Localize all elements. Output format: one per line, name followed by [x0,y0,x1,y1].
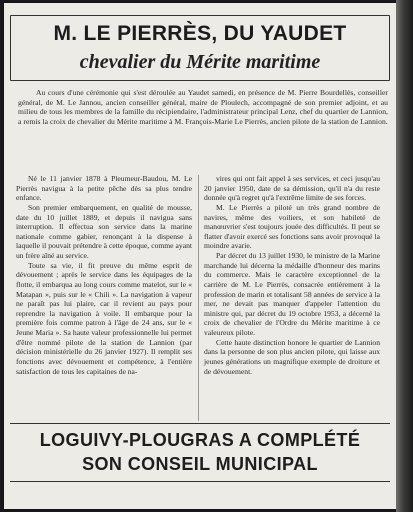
article-column-left [16,174,192,376]
paragraph: Son premier embarquement, en qualité de mousse, date du 10 juillet 1889, et depuis il navigua sans interruption. Il effectua son service dans la marine nationale comme gabier, renonçant à la dispense à laquelle il pouvait prétendre à cette époque, comme ayant un frère aîné au service. [16,202,192,260]
headline-box [10,15,390,81]
article-subtitle: chevalier du Mérite maritime [79,51,321,73]
second-headline-line2: SON CONSEIL MUNICIPAL [82,454,318,474]
paragraph: Par décret du 13 juillet 1930, le ministre de la Marine marchande lui décerna la médaille d'honneur des marins du commerce. Mais le caractère exceptionnel de la carrière de M. Le Pierrès, consacrée entièrement à la profession de marin et totalisant 58 années de service à la mer, ne devait pas manquer d'appeler l'attention du ministre qui, par décret du 19 octobre 1953, a décerné la croix de chevalier de l'Ordre du Mérite maritime à ce valeureux pilote. [204,251,380,337]
paragraph: Né le 11 janvier 1878 à Pleumeur-Baudou, M. Le Pierrès navigua à la petite pêche dès sa plus tendre enfance. [16,174,192,203]
article-column-right [204,174,380,376]
section-divider-top [10,423,390,424]
paragraph: Toute sa vie, il fit preuve du même esprit de dévouement ; après le service dans les équipages de la flotte, il embarqua au long cours comme matelot, sur le « Matapan », puis sur le « Chili ». La navigation à vapeur ne paraît pas lui plaire, car il revient au pays pour reprendre la navigation à voile. Il embarque pour la première fois comme patron à l'âge de 24 ans, sur le « Jeune Maria ». Sa haute valeur professionnelle lui permet d'être nommé pilote de la station de Lannion (par décision ministérielle du 26 janvier 1927). Il remplit ses fonctions avec dévouement et compétence, à l'entière satisfaction de tous les capitaines de na- [16,260,192,376]
paragraph: vires qui ont fait appel à ses services, et ceci jusqu'au 20 janvier 1950, date de sa démission, qu'il n'a du reste donnée qu'à regret qu'à l'extrême limite de ses forces. [204,174,380,203]
column-divider [198,175,199,421]
section-divider-bottom [10,481,390,482]
paragraph: M. Le Pierrès a piloté un très grand nombre de navires, même des voiliers, et son habileté de manœuvrier s'est toujours jouée des difficultés. Il peut se flatter d'avoir exercé ses fonctions sans avoir provoqué la moindre avarie. [204,202,380,251]
article-title: M. LE PIERRÈS, DU YAUDET [53,22,347,45]
photo-background-edge [396,0,413,512]
article-intro: Au cours d'une cérémonie qui s'est déroulée au Yaudet samedi, en présence de M. Pierre Bourdellès, conseiller général, de M. Le Jannou, ancien conseiller général, maire de Ploulech, accompagné de son premier adjoint, et au milieu de tous les membres de la famille du récipiendaire, l'administrateur principal Lenz, chef du quartier de Lannion, a remis la croix de chevalier du Mérite maritime à M. François-Marie Le Pierrès, ancien pilote de la station de Lannion. [18,88,388,126]
second-headline-line1: LOGUIVY-PLOUGRAS A COMPLÉTÉ [39,430,361,450]
newspaper-clipping [4,3,396,509]
paragraph: Cette haute distinction honore le quartier de Lannion dans la personne de son plus ancien pilote, qui laisse aux jeunes générations un magnifique exemple de droiture et de dévouement. [204,337,380,376]
